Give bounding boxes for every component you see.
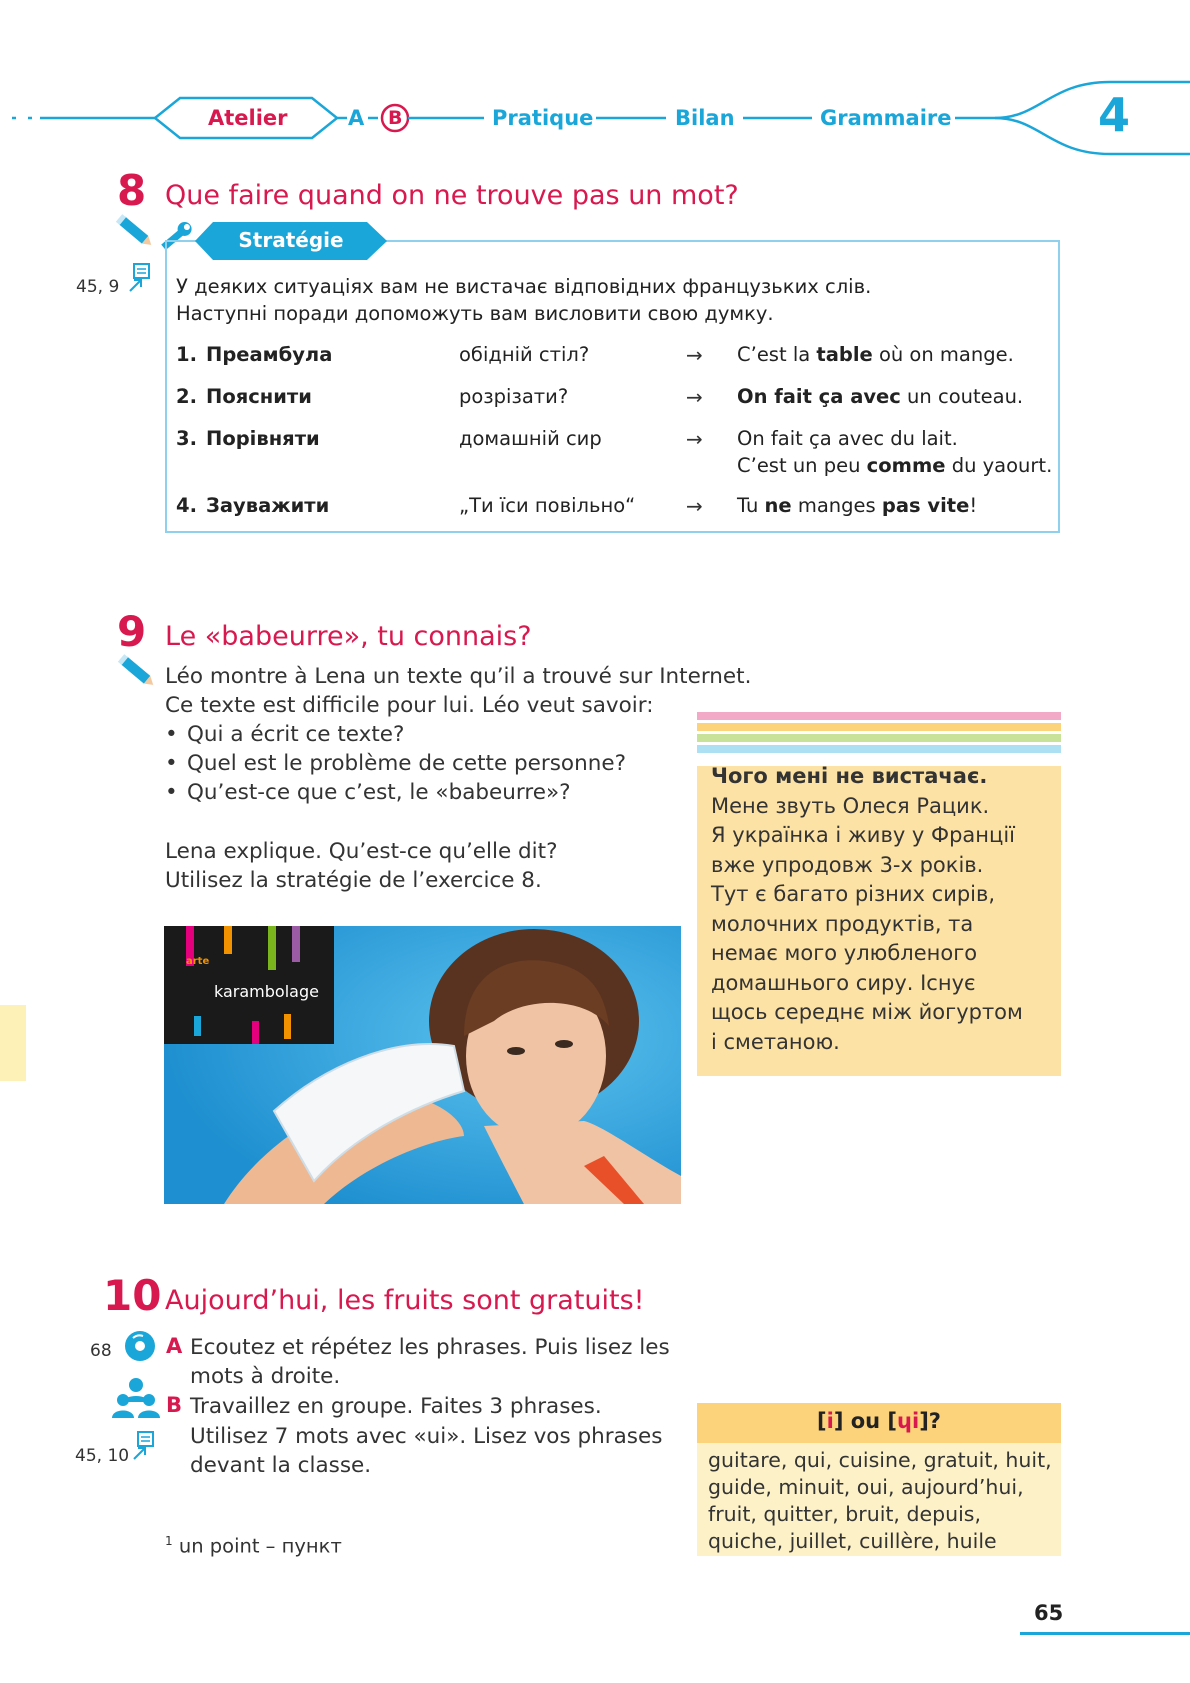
- strategy-intro-line1: У деяких ситуаціях вам не вистачає відповідних французьких слів.: [176, 275, 872, 298]
- letter-line: домашнього сиру. Існує: [711, 970, 976, 995]
- logo-stripe: [252, 1021, 259, 1044]
- exercise-8-workbook-ref: 45, 9: [76, 277, 120, 297]
- sound-box-title: [i] ou [ɥi]?: [817, 1409, 941, 1433]
- workbook-link-icon: [127, 262, 153, 294]
- exercise-8-title: Que faire quand on ne trouve pas un mot?: [165, 180, 739, 211]
- task-b-label: B: [166, 1393, 183, 1417]
- exercise-8-number: 8: [117, 166, 147, 215]
- exercise-9-task: [165, 837, 558, 895]
- logo-stripe: [268, 926, 276, 970]
- row-number: 4.: [176, 494, 197, 517]
- stripe-pink: [697, 712, 1061, 720]
- exercise-10-title: Aujourd’hui, les fruits sont gratuits!: [165, 1285, 645, 1316]
- row-number: 2.: [176, 385, 197, 408]
- strategy-intro-line2: Наступні поради допоможуть вам висловити свою думку.: [176, 302, 774, 325]
- arrow-icon: →: [686, 343, 703, 367]
- pencil-icon: [117, 652, 157, 692]
- logo-stripe: [292, 926, 300, 962]
- letter-line: Я українка і живу у Франції: [711, 823, 1015, 847]
- footnote: $^1$ un point – пункт: [165, 1534, 342, 1558]
- instruction-line: Ce texte est difficile pour lui. Léo veut savoir:: [165, 693, 654, 718]
- row-result: Tu ne manges pas vite!: [737, 494, 978, 517]
- nav-b[interactable]: B: [388, 107, 403, 129]
- workbook-link-icon: [131, 1430, 157, 1462]
- audio-track-number: 68: [90, 1341, 112, 1361]
- task-line: Utilisez la stratégie de l’exercice 8.: [165, 868, 542, 893]
- word-line: guide, minuit, oui, aujourd’hui,: [708, 1475, 1024, 1499]
- question-bullet: • Qu’est-ce que c’est, le «babeurre»?: [165, 780, 571, 805]
- task-a-line2: mots à droite.: [190, 1364, 341, 1389]
- exercise-10-number: 10: [103, 1271, 162, 1320]
- stripe-blue: [697, 745, 1061, 753]
- karambolage-logo: karambolage: [214, 982, 319, 1001]
- exercise-9-title: Le «babeurre», tu connais?: [165, 621, 532, 652]
- word-line: fruit, quitter, bruit, depuis,: [708, 1502, 981, 1526]
- instruction-line: Léo montre à Lena un texte qu’il a trouvé sur Internet.: [165, 664, 752, 689]
- nav-atelier[interactable]: Atelier: [208, 106, 288, 130]
- row-example: домашній сир: [459, 427, 602, 450]
- letter-heading: Чого мені не вистачає.: [711, 764, 988, 788]
- row-number: 3.: [176, 427, 197, 450]
- row-example: „Ти їси повільно“: [459, 494, 636, 517]
- arrow-icon: →: [686, 427, 703, 451]
- row-number: 1.: [176, 343, 197, 366]
- row-result-line1: On fait ça avec du lait.: [737, 427, 958, 450]
- sound-box-words: [708, 1447, 1052, 1555]
- stripe-orange: [697, 723, 1061, 731]
- exercise-9-instructions: [165, 662, 751, 807]
- arrow-icon: →: [686, 494, 703, 518]
- row-result: C’est la table où on mange.: [737, 343, 1014, 366]
- question-bullet: • Quel est le problème de cette personne?: [165, 751, 626, 776]
- row-example: розрізати?: [459, 385, 569, 408]
- stripe-green: [697, 734, 1061, 742]
- unit-number: 4: [1098, 88, 1131, 142]
- page-number: 65: [1034, 1601, 1064, 1625]
- group-work-icon: [112, 1376, 160, 1420]
- letter-line: щось середнє між йогуртом: [711, 1000, 1023, 1024]
- margin-tab: [0, 1005, 26, 1081]
- arte-logo: arte: [186, 956, 210, 967]
- cd-audio-icon[interactable]: [123, 1329, 157, 1363]
- word-line: quiche, juillet, cuillère, huile: [708, 1529, 997, 1553]
- photo-girl-drinking-milk: [164, 926, 681, 1204]
- nav-decoration: [0, 78, 1190, 163]
- row-result: On fait ça avec un couteau.: [737, 385, 1024, 408]
- question-bullet: • Qui a écrit ce texte?: [165, 722, 405, 747]
- task-b-line3: devant la classe.: [190, 1453, 372, 1478]
- row-label: Преамбула: [206, 343, 333, 366]
- logo-stripe: [284, 1014, 291, 1039]
- task-b-line2: Utilisez 7 mots avec «ui». Lisez vos phrases: [190, 1424, 663, 1449]
- nav-grammaire[interactable]: Grammaire: [820, 106, 952, 130]
- exercise-9-number: 9: [117, 607, 147, 656]
- arrow-icon: →: [686, 385, 703, 409]
- row-label: Зауважити: [206, 494, 330, 517]
- row-label: Пояснити: [206, 385, 312, 408]
- task-b-line1: Travaillez en groupe. Faites 3 phrases.: [190, 1394, 602, 1419]
- letter-line: і сметаною.: [711, 1029, 840, 1054]
- strategy-label: Stratégie: [238, 228, 344, 252]
- nav-a[interactable]: A: [348, 106, 365, 130]
- letter-line: Тут є багато різних сирів,: [711, 882, 996, 906]
- row-label: Порівняти: [206, 427, 320, 450]
- karambolage-logo-panel: [164, 926, 334, 1044]
- row-result-line2: C’est un peu comme du yaourt.: [737, 454, 1053, 477]
- letter-line: Мене звуть Олеся Рацик.: [711, 793, 990, 818]
- letter-line: немає мого улюбленого: [711, 941, 978, 965]
- page-number-rule: [1020, 1632, 1190, 1635]
- letter-line: молочних продуктів, та: [711, 911, 974, 936]
- logo-stripe: [194, 1016, 201, 1036]
- task-a-label: A: [166, 1334, 183, 1358]
- exercise-10-workbook-ref: 45, 10: [75, 1446, 130, 1466]
- nav-bilan[interactable]: Bilan: [675, 106, 735, 130]
- row-example: обідній стіл?: [459, 343, 590, 366]
- task-a-line1: Ecoutez et répétez les phrases. Puis lisez les: [190, 1335, 670, 1360]
- task-line: Lena explique. Qu’est-ce qu’elle dit?: [165, 839, 558, 864]
- nav-pratique[interactable]: Pratique: [492, 106, 594, 130]
- letter-line: вже упродовж 3-х років.: [711, 852, 984, 877]
- word-line: guitare, qui, cuisine, gratuit, huit,: [708, 1448, 1052, 1472]
- letter-text: [711, 762, 1023, 1057]
- logo-stripe: [224, 926, 232, 954]
